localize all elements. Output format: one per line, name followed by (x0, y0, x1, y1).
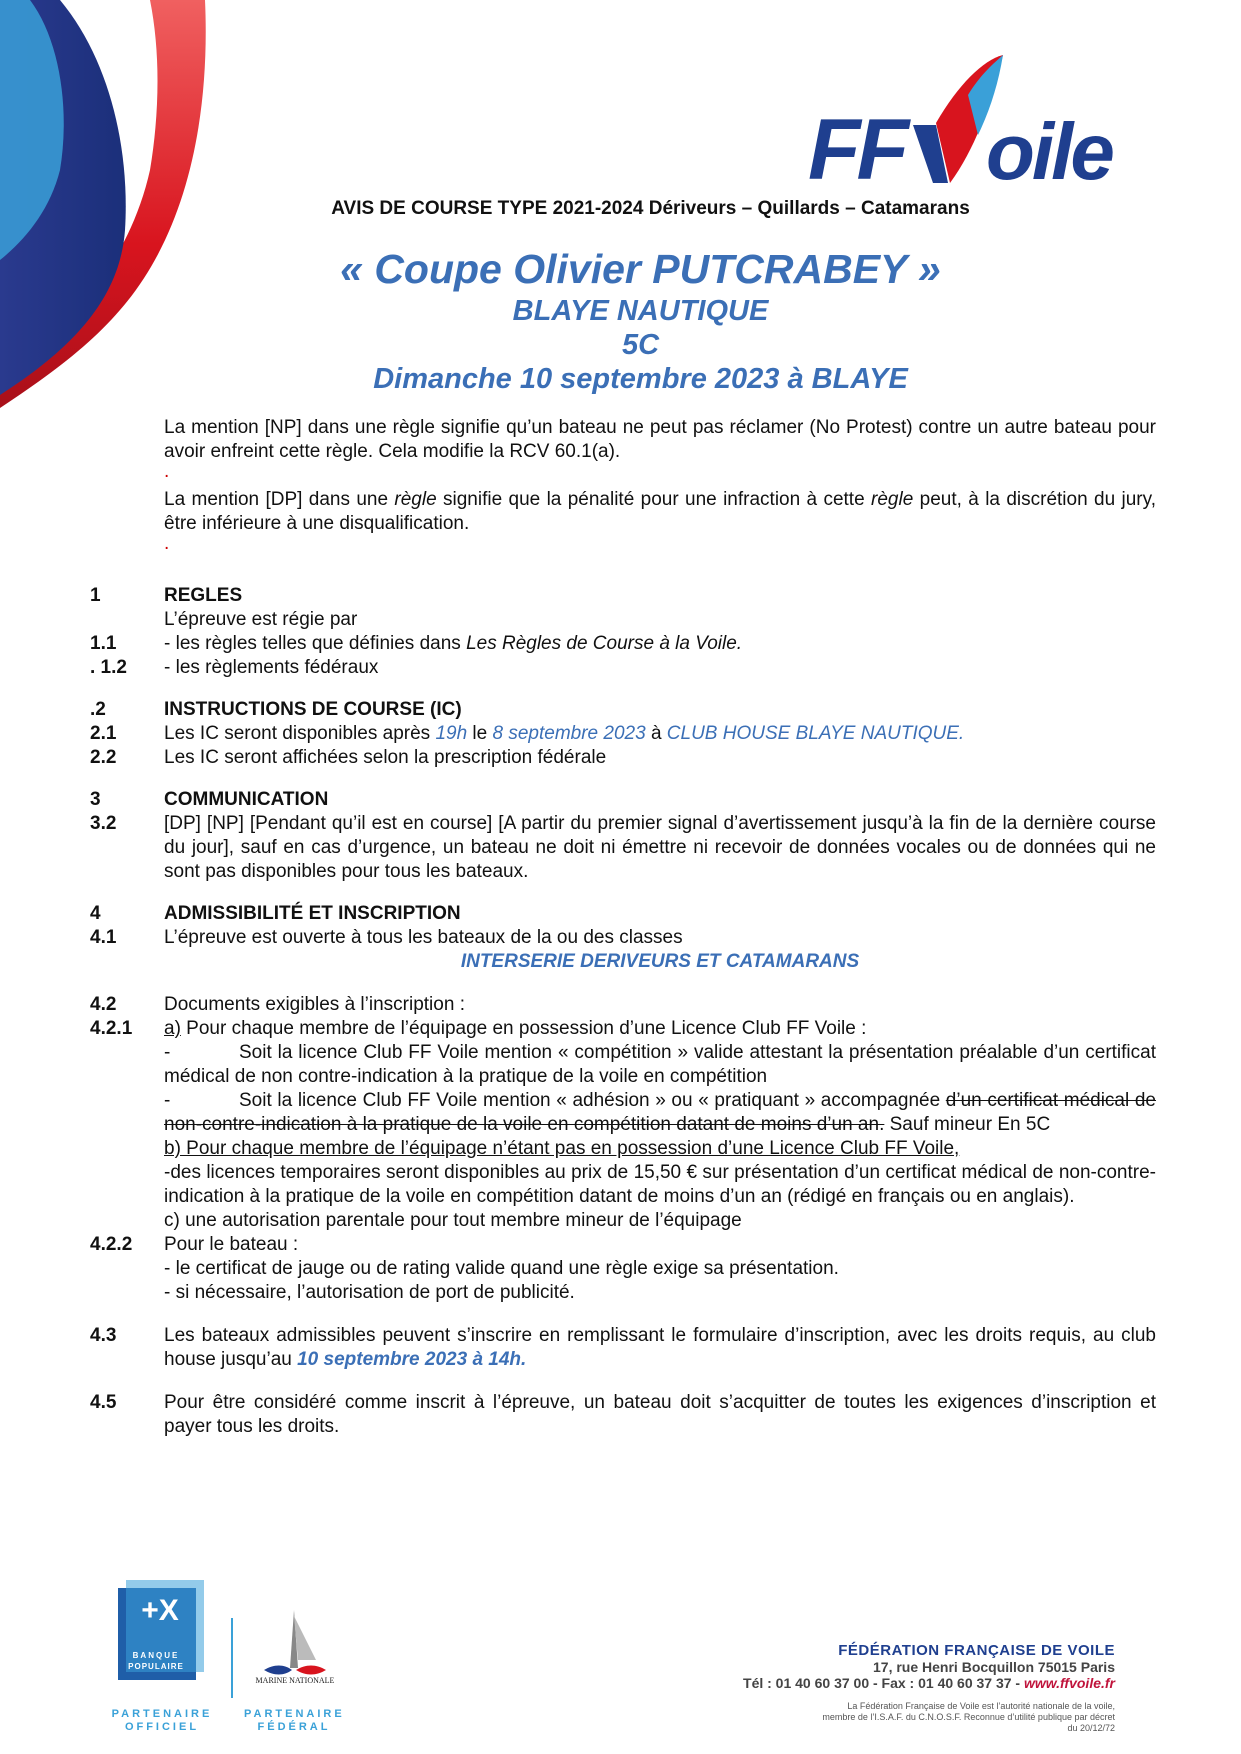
boat-certificate: - le certificat de jauge ou de rating valide quand une règle exige sa présentation. (164, 1258, 839, 1279)
dp-mention: La mention [DP] dans une règle signifie que la pénalité pour une infraction à cette règle peut, à la discrétion du jury, être inférieure à une disqualification. (164, 489, 1156, 534)
np-mention: La mention [NP] dans une règle signifie qu’un bateau ne peut pas réclamer (No Protest) contre un autre bateau pour avoir enfreint cette règle. Cela modifie la RCV 60.1(a). (164, 417, 1156, 462)
svg-text:BANQUE: BANQUE (132, 1651, 180, 1660)
event-date: Dimanche 10 septembre 2023 à BLAYE (373, 363, 908, 395)
ffvoile-logo (808, 55, 1128, 195)
rule-1-1: 1.1 - les règles telles que définies dans Les Règles de Course à la Voile. (90, 633, 743, 654)
eligible-classes: INTERSERIE DERIVEURS ET CATAMARANS (460, 951, 860, 972)
rule-2-1: 2.1 Les IC seront disponibles après 19h le 8 septembre 2023 à CLUB HOUSE BLAYE NAUTIQUE. (90, 723, 965, 744)
rule-4-2-1: 4.2.1 a) Pour chaque membre de l’équipage en possession d’une Licence Club FF Voile : (90, 1018, 867, 1039)
divider (231, 1618, 233, 1698)
club-name: BLAYE NAUTIQUE (512, 295, 769, 327)
rule-4-2-2: 4.2.2 Pour le bateau : (90, 1234, 299, 1255)
section-1-heading: 1 REGLES (90, 585, 243, 606)
rule-4-1: 4.1 L’épreuve est ouverte à tous les bateaux de la ou des classes (90, 927, 683, 948)
section-4-heading: 4 ADMISSIBILITÉ ET INSCRIPTION (90, 903, 461, 924)
federation-address: 17, rue Henri Bocquillon 75015 Paris (873, 1659, 1115, 1675)
svg-text:+X: +X (141, 1594, 179, 1627)
event-title-block (0, 244, 1241, 396)
licence-competition: - Soit la licence Club FF Voile mention « compétition » valide attestant la présentation préalable d’un certificat médical de non contre-indication à la pratique de la voile en compétition (164, 1042, 1156, 1087)
rule-4-5: 4.5 Pour être considéré comme inscrit à l’épreuve, un bateau doit s’acquitter de toutes les exigences d’inscription et payer tous les droits. (90, 1392, 1156, 1437)
rule-4-3: 4.3 Les bateaux admissibles peuvent s’inscrire en remplissant le formulaire d’inscription, avec les droits requis, au club house jusqu’au 10 septembre 2023 à 14h. (90, 1325, 1156, 1370)
federation-contact (743, 1642, 1115, 1734)
footer (0, 1580, 1241, 1754)
section-1-lead: L’épreuve est régie par (164, 609, 358, 630)
marine-nationale-name: MARINE NATIONALE (255, 1676, 335, 1685)
federation-name: FÉDÉRATION FRANÇAISE DE VOILE (838, 1642, 1115, 1659)
licence-adhesion: - Soit la licence Club FF Voile mention « adhésion » ou « pratiquant » accompagnée d’un certificat médical de non-contre-indication à la pratique de la voile en compétition datant de moins d’un an. Sauf mineur En 5C (164, 1090, 1156, 1135)
federation-mention: La Fédération Française de Voile est l’autorité nationale de la voile, membre de l’I.S.A.F. du C.N.O.S.F. Reconnue d’utilité publique par décret du 20/12/72 (822, 1701, 1115, 1733)
event-grade: 5C (621, 329, 660, 361)
rule-1-2: . 1.2 - les règlements fédéraux (90, 657, 379, 678)
banque-populaire-logo (118, 1580, 204, 1690)
partner-federal-label: PARTENAIRE FÉDÉRAL (244, 1708, 345, 1733)
rule-2-2: 2.2 Les IC seront affichées selon la prescription fédérale (90, 747, 607, 768)
separator-dot: . (164, 461, 170, 482)
federation-website-link[interactable]: www.ffvoile.fr (1023, 1675, 1115, 1691)
event-title: « Coupe Olivier PUTCRABEY » (340, 246, 941, 292)
svg-text:oile: oile (986, 107, 1112, 195)
document-type: AVIS DE COURSE TYPE 2021-2024 Dériveurs – Quillards – Catamarans (331, 198, 970, 219)
svg-text:FF: FF (808, 102, 906, 195)
document-body (90, 416, 1156, 1439)
partner-official-label: PARTENAIRE OFFICIEL (111, 1708, 213, 1733)
section-3-heading: 3 COMMUNICATION (90, 789, 329, 810)
federation-phone: Tél : 01 40 60 37 00 - Fax : 01 40 60 37 37 - www.ffvoile.fr (743, 1675, 1115, 1691)
separator-dot: . (164, 533, 170, 554)
rule-4-2: 4.2 Documents exigibles à l’inscription : (90, 994, 465, 1015)
svg-text:POPULAIRE: POPULAIRE (128, 1662, 184, 1671)
no-licence-heading: b) Pour chaque membre de l’équipage n’étant pas en possession d’une Licence Club FF Voile, (164, 1138, 960, 1159)
rule-3-2: 3.2 [DP] [NP] [Pendant qu’il est en course] [A partir du premier signal d’avertissement jusqu’à la fin de la dernière course du jour], sauf en cas d’urgence, un bateau ne doit ni émettre ni recevoir de données vocales ou de données qui ne sont pas disponibles pour tous les bateaux. (90, 813, 1156, 882)
section-2-heading: .2 INSTRUCTIONS DE COURSE (IC) (90, 699, 462, 720)
boat-advertising: - si nécessaire, l’autorisation de port de publicité. (164, 1282, 575, 1303)
temporary-licences: -des licences temporaires seront disponibles au prix de 15,50 € sur présentation d’un certificat médical de non-contre-indication à la pratique de la voile en compétition datant de moins d’un an (rédigé en français ou en anglais). (164, 1162, 1156, 1207)
parental-authorization: c) une autorisation parentale pour tout membre mineur de l’équipage (164, 1210, 742, 1231)
